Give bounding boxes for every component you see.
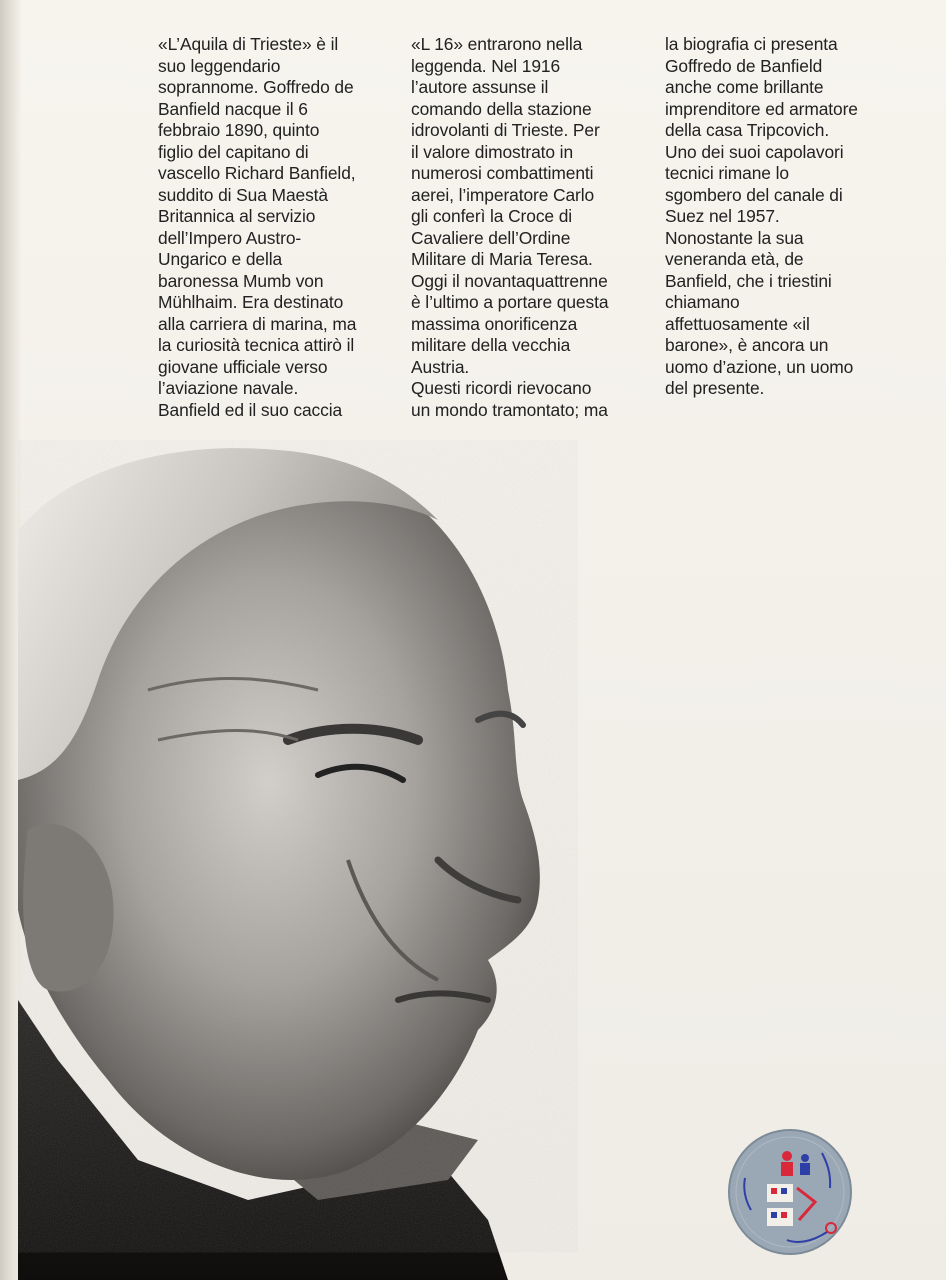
portrait-photo xyxy=(18,440,578,1280)
text-column-3: la biografia ci presenta Goffredo de Banfield anche come brillante imprenditore ed armatore della casa Tripcovich. Uno dei suoi capolavori tecnici rimane lo sgombero del canale di Suez nel 1957. Nonostante la sua veneranda età, de Banfield, che i triestini chiamano affettuosamente «il barone», è ancora un uomo d’azione, un uomo del presente. xyxy=(665,34,858,398)
bookstore-sticker xyxy=(727,1128,853,1256)
text-column-2: «L 16» entrarono nella leggenda. Nel 1916 l’autore assunse il comando della stazione idrovolanti di Trieste. Per il valore dimostrato in numerosi combattimenti aerei, l’imperatore Carlo gli conferì la Croce di Cavaliere dell’Ordine Militare di Maria Teresa. Oggi il novantaquattrenne è l’ultimo a portare questa massima onorificenza militare della vecchia Austria. Questi ricordi rievocano un mondo tramontato; ma xyxy=(411,34,609,420)
text-column-1: «L’Aquila di Trieste» è il suo leggendario soprannome. Goffredo de Banfield nacque il 6 febbraio 1890, quinto figlio del capitano di vascello Richard Banfield, suddito di Sua Maestà Britannica al servizio dell’Impero Austro- Ungarico e della baronessa Mumb von Mühlhaim. Era destinato alla carriera di marina, ma la curiosità tecnica attirò il giovane ufficiale verso l’aviazione navale. Banfield ed il suo caccia xyxy=(158,34,357,420)
